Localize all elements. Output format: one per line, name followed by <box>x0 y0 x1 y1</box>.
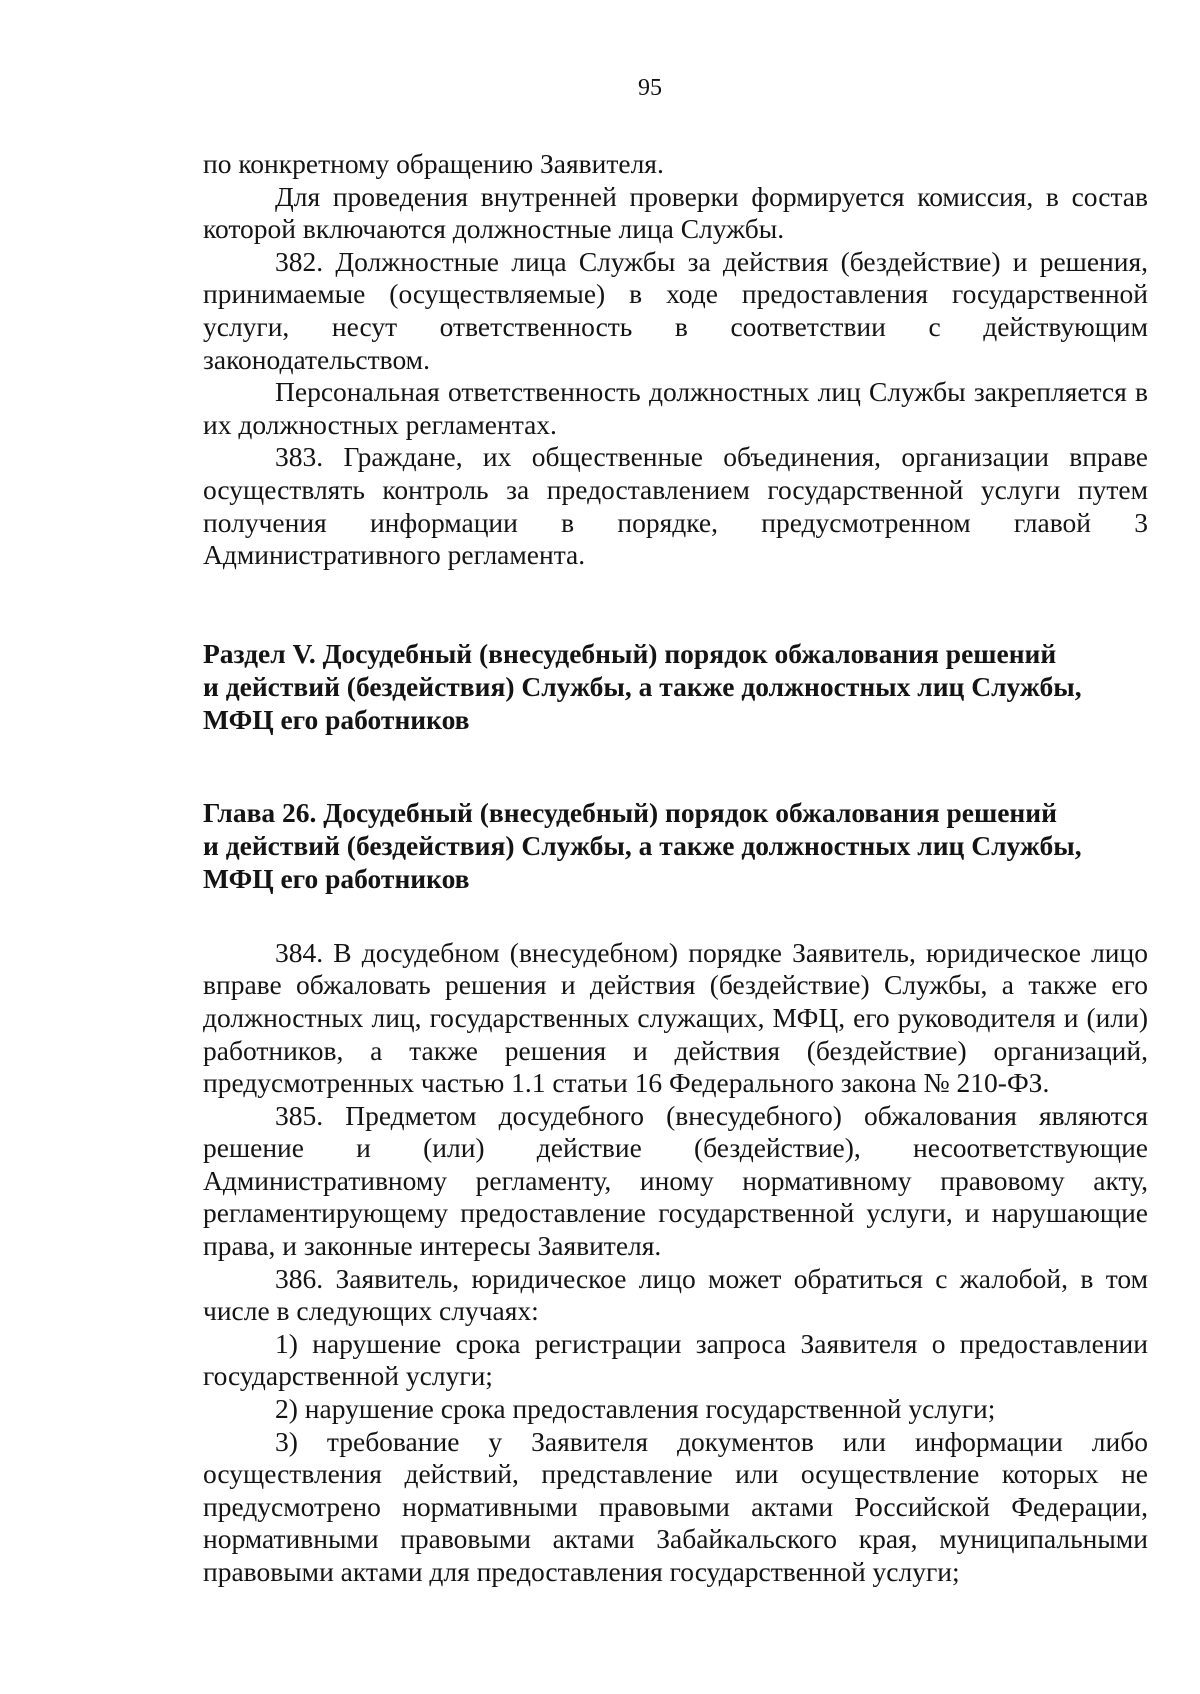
page-number: 95 <box>638 75 662 101</box>
list-item: 2) нарушение срока предоставления государственной услуги; <box>275 1393 996 1425</box>
spacer <box>203 895 1148 937</box>
list-item: 1) нарушение срока регистрации запроса Заявителя о предоставлении государственной услуги; <box>203 1327 1148 1392</box>
paragraph-382: 382. Должностные лица Службы за действия (бездействие) и решения, принимаемые (осуществляемые) в ходе предоставления государственной услуги, несут ответственность в соответствии с действующим законодательством. <box>203 245 1148 375</box>
chapter-heading <box>203 796 1148 895</box>
list-item: 3) требование у Заявителя документов или информации либо осуществления действий, представление или осуществление которых не предусмотрено нормативными правовыми актами Российской Федерации, нормативными правовыми актами Забайкальского края, муниципальными правовыми актами для предоставления государственной услуги; <box>203 1425 1148 1587</box>
paragraph-385: 385. Предметом досудебного (внесудебного) обжалования являются решение и (или) действие (бездействие), несоответствующие Административному регламенту, иному нормативному правовому акту, регламентирующему предоставление государственной услуги, и нарушающие права, и законные интересы Заявителя. <box>203 1099 1148 1262</box>
chapter-heading-line: МФЦ его работников <box>203 862 470 894</box>
paragraph-386: 386. Заявитель, юридическое лицо может обратиться с жалобой, в том числе в следующих случаях: <box>203 1262 1148 1327</box>
document-body <box>203 148 1148 1589</box>
chapter-heading-line: и действий (бездействия) Службы, а также должностных лиц Службы, <box>203 829 1082 861</box>
paragraph: по конкретному обращению Заявителя. <box>203 148 664 179</box>
section-heading-line: и действий (бездействия) Службы, а также должностных лиц Службы, <box>203 670 1082 702</box>
chapter-heading-line: Глава 26. Досудебный (внесудебный) порядок обжалования решений <box>203 796 1057 828</box>
section-heading-line: МФЦ его работников <box>203 703 470 735</box>
paragraph-383: 383. Граждане, их общественные объединения, организации вправе осуществлять контроль за предоставлением государственной услуги путем получения информации в порядке, предусмотренном главой 3 Административного регламента. <box>203 441 1148 571</box>
spacer <box>203 572 1148 637</box>
paragraph: Для проведения внутренней проверки формируется комиссия, в состав которой включаются должностные лица Службы. <box>203 180 1148 245</box>
paragraph: Персональная ответственность должностных лиц Службы закрепляется в их должностных регламентах. <box>203 376 1148 440</box>
spacer <box>203 736 1148 796</box>
section-heading-line: Раздел V. Досудебный (внесудебный) порядок обжалования решений <box>203 637 1057 669</box>
paragraph-384: 384. В досудебном (внесудебном) порядке Заявитель, юридическое лицо вправе обжаловать решения и действия (бездействие) Службы, а также его должностных лиц, государственных служащих, МФЦ, его руководителя и (или) работников, а также решения и действия (бездействие) организаций, предусмотренных частью 1.1 статьи 16 Федерального закона № 210-ФЗ. <box>203 936 1148 1099</box>
section-heading <box>203 637 1148 736</box>
